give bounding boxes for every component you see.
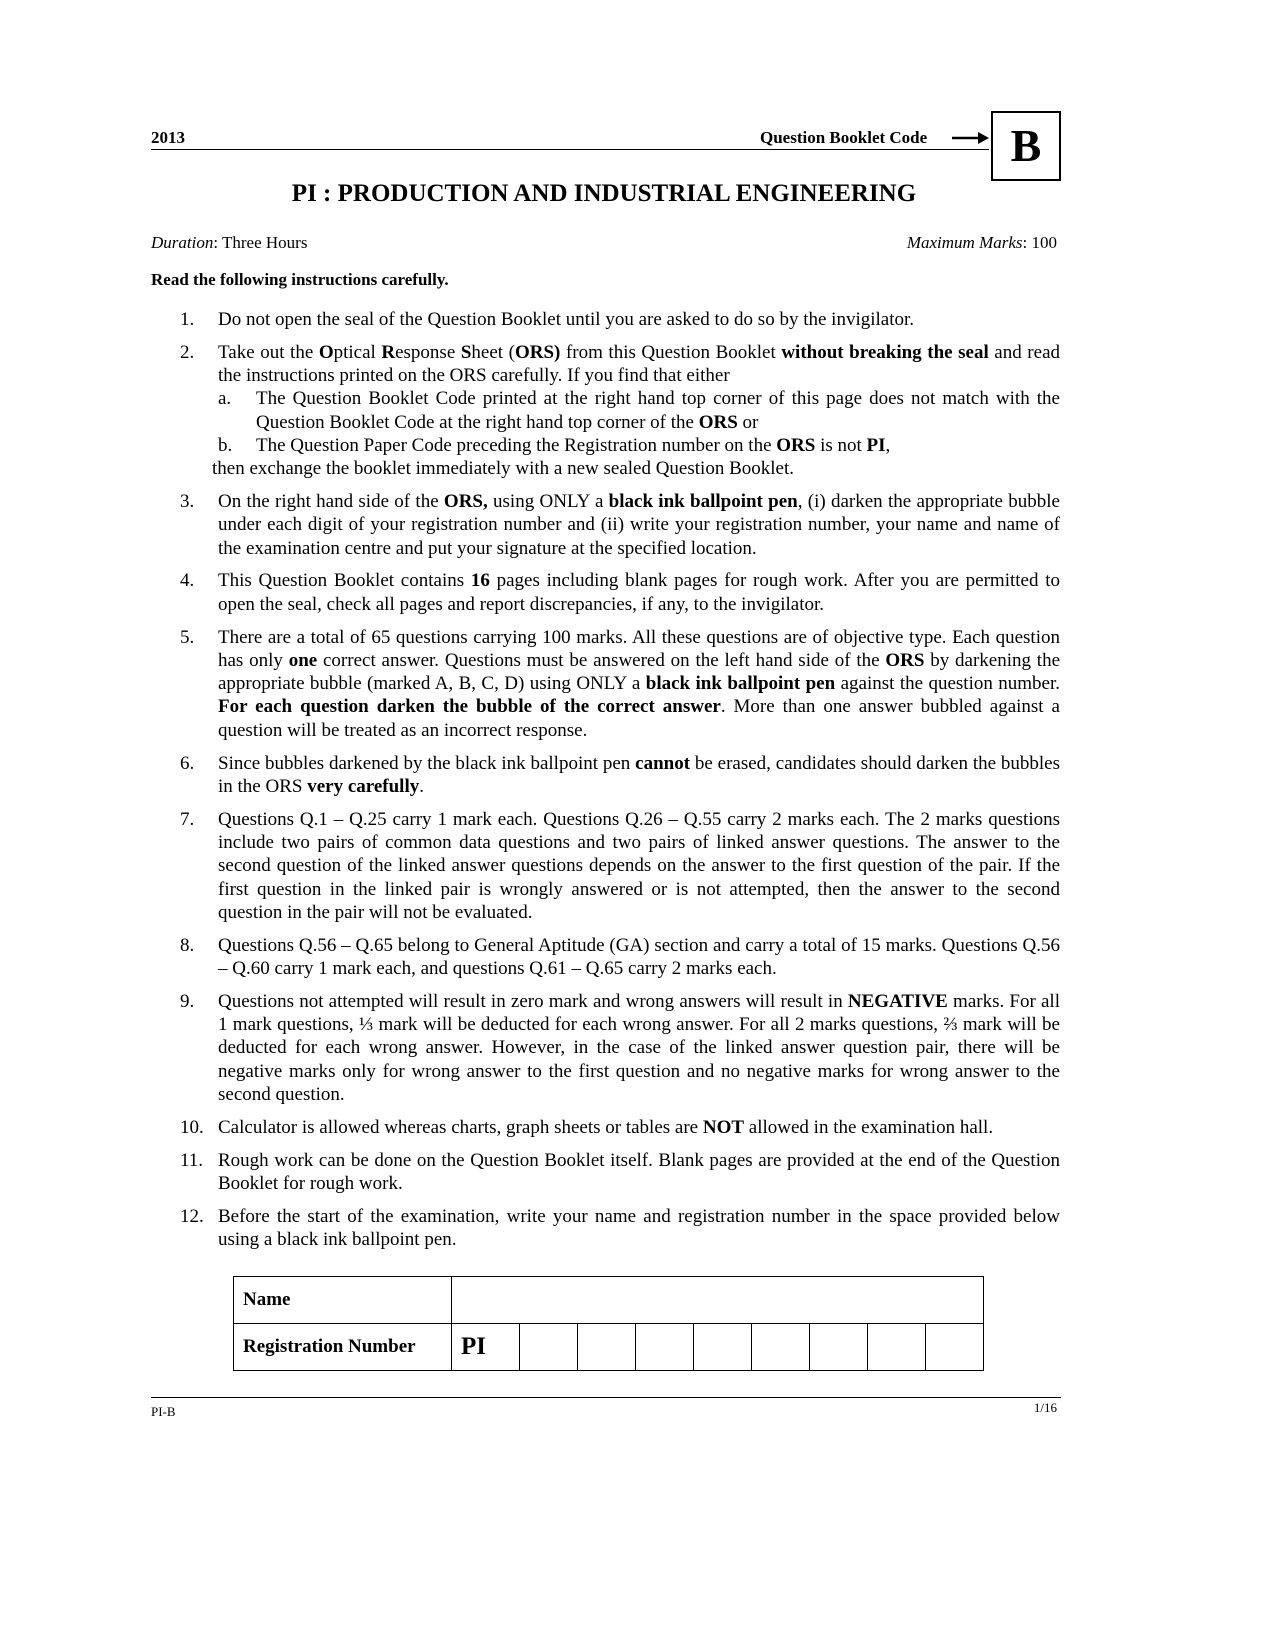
item-paragraph — [218, 808, 1060, 924]
item-conclusion: then exchange the booklet immediately with a new sealed Question Booklet. — [212, 458, 794, 480]
item-text — [218, 1116, 1060, 1139]
text-run: correct answer. Questions must be answered on the left hand side of the — [317, 649, 886, 671]
text-run: This Question Booklet contains — [218, 570, 471, 592]
item-text — [218, 990, 1060, 1106]
item-paragraph — [218, 1149, 1060, 1196]
item-number: 1. — [180, 309, 195, 330]
registration-label: Registration Number — [234, 1324, 452, 1371]
registration-digit-box[interactable] — [578, 1324, 636, 1371]
item-number: 9. — [180, 990, 195, 1012]
text-run: and read the instructions printed on the ORS carefully. If you find that either — [218, 341, 1060, 387]
booklet-code-label: Question Booklet Code — [760, 128, 928, 147]
bold-text: NOT — [702, 1116, 745, 1138]
item-number: 6. — [180, 752, 195, 774]
name-label: Name — [234, 1277, 452, 1324]
name-row — [234, 1277, 984, 1324]
text-run: is not — [815, 434, 867, 456]
text-run: Questions Q.1 – Q.25 carry 1 mark each. Questions Q.26 – Q.55 carry 2 marks each. The 2 marks questions include two pairs of common data questions and two pairs of linked answer questions. The answer to the second question of the linked answer questions depends on the answer to the first question of the pair. If the first question in the linked pair is wrongly answered or is not attempted, then the answer to the second question in the pair will not be evaluated. — [218, 808, 1060, 923]
text-run: On the right hand side of the — [218, 491, 444, 513]
text-run: ptical — [333, 341, 382, 363]
item-number: 4. — [180, 570, 195, 592]
item-number: 11. — [180, 1149, 204, 1171]
page-number: 1/16 — [1033, 1400, 1057, 1415]
item-text — [218, 1149, 1060, 1196]
item-text — [218, 1205, 1060, 1252]
registration-digit-box[interactable] — [926, 1324, 984, 1371]
item-number: 10. — [180, 1116, 204, 1138]
registration-digit-box[interactable] — [636, 1324, 694, 1371]
text-run: be erased, candidates should darken the bubbles in the ORS — [218, 752, 1061, 797]
item-number: 8. — [180, 934, 195, 956]
bold-text: For each question darken the bubble of the correct answer — [218, 696, 721, 718]
instruction-item — [180, 934, 1060, 981]
item-text — [212, 341, 1060, 481]
text-run: The Question Booklet Code printed at the right hand top corner of this page does not match with the Question Booklet Code at the right hand top corner of the — [256, 388, 1060, 433]
footer-code: PI-B — [151, 1404, 176, 1419]
item-number: 12. — [180, 1205, 204, 1227]
registration-digit-box[interactable] — [810, 1324, 868, 1371]
bold-text: R — [381, 341, 396, 363]
candidate-details-table — [233, 1276, 984, 1371]
bold-text: ORS) — [514, 341, 561, 363]
bold-text: one — [288, 649, 318, 671]
text-run: Rough work can be done on the Question Booklet itself. Blank pages are provided at the end of the Question Booklet for rough work. — [218, 1149, 1060, 1194]
registration-prefix: PI — [452, 1324, 520, 1371]
item-number: 5. — [180, 626, 195, 648]
text-run: Take out the — [218, 341, 319, 363]
maximum-marks — [907, 233, 1057, 253]
item-text — [218, 490, 1060, 560]
exam-year: 2013 — [151, 128, 185, 147]
text-run: heet ( — [471, 341, 515, 363]
text-run: Calculator is allowed whereas charts, graph sheets or tables are — [218, 1116, 703, 1138]
sub-item-letter: b. — [218, 434, 233, 456]
registration-digit-box[interactable] — [520, 1324, 578, 1371]
item-text — [218, 308, 1060, 331]
bold-text: black ink ballpoint pen — [645, 673, 836, 695]
instruction-item — [180, 808, 1060, 924]
item-text — [218, 934, 1060, 981]
instruction-item — [180, 490, 1060, 560]
item-number: 2. — [180, 341, 195, 363]
header-rule — [151, 149, 989, 150]
duration-label: Duration — [151, 233, 214, 252]
bold-text: very carefully — [307, 775, 420, 797]
text-run: or — [737, 411, 759, 433]
text-run: Before the start of the examination, write your name and registration number in the space provided below using a black ink ballpoint pen. — [218, 1205, 1060, 1250]
text-run: by darkening the appropriate bubble (marked A, B, C, D) using ONLY a — [218, 649, 1060, 695]
bold-text: PI — [866, 434, 886, 456]
paper-title: PI : PRODUCTION AND INDUSTRIAL ENGINEERING — [291, 180, 917, 207]
registration-row — [234, 1324, 984, 1371]
item-text — [218, 569, 1060, 616]
text-run: allowed in the examination hall. — [744, 1116, 994, 1138]
sub-item-letter: a. — [218, 388, 232, 410]
text-run: against the question number. — [835, 673, 1060, 695]
registration-digit-box[interactable] — [752, 1324, 810, 1371]
sub-item-text — [256, 387, 1060, 434]
duration — [151, 233, 307, 253]
item-number: 7. — [180, 808, 195, 830]
bold-text: ORS — [776, 434, 816, 456]
text-run: esponse — [395, 341, 461, 363]
item-number: 3. — [180, 491, 195, 513]
instructions-list — [180, 308, 1060, 1261]
duration-value: : Three Hours — [213, 233, 308, 252]
item-paragraph — [218, 490, 1060, 560]
registration-digit-box[interactable] — [694, 1324, 752, 1371]
text-run: , — [885, 434, 891, 456]
booklet-code-box: B — [991, 111, 1061, 181]
text-run: Questions Q.56 – Q.65 belong to General Aptitude (GA) section and carry a total of 15 marks. Questions Q.56 – Q.60 carry 1 mark each, and questions Q.61 – Q.65 carry 2 marks each. — [218, 934, 1060, 979]
item-paragraph — [218, 934, 1060, 981]
text-run: , (i) darken the appropriate bubble under each digit of your registration number and (ii) write your registration number, your name and name of the examination centre and put your signature at the specified location. — [218, 491, 1060, 559]
bold-text: ORS — [885, 649, 925, 671]
bold-text: black ink ballpoint pen — [608, 491, 798, 513]
footer-rule — [151, 1397, 1061, 1398]
text-run: using ONLY a — [487, 491, 609, 513]
bold-text: without breaking the seal — [781, 341, 989, 363]
item-text — [218, 808, 1060, 924]
item-text — [218, 626, 1060, 742]
item-paragraph — [218, 1116, 1060, 1139]
item-paragraph — [218, 1205, 1060, 1252]
text-run: from this Question Booklet — [560, 341, 782, 363]
text-run: pages including blank pages for rough work. After you are permitted to open the seal, check all pages and report discrepancies, if any, to the invigilator. — [218, 570, 1060, 615]
instruction-item — [180, 990, 1060, 1106]
sub-item-b — [218, 434, 1060, 457]
instruction-item — [180, 308, 1060, 331]
max-marks-value: : 100 — [1022, 233, 1057, 252]
bold-text: ORS — [698, 411, 738, 433]
item-paragraph — [218, 341, 1060, 388]
bold-text: S — [460, 341, 472, 363]
text-run: . — [419, 775, 424, 797]
text-run: There are a total of 65 questions carrying 100 marks. All these questions are of objective type. Each question has only — [218, 626, 1060, 671]
text-run: marks. For all 1 mark questions, ⅓ mark will be deducted for each wrong answer. For all 2 marks questions, ⅔ mark will be deducted for each wrong answer. However, in the case of the linked answer question pair, there will be negative marks only for wrong answer to the first question and no negative marks for wrong answer to the second question. — [218, 990, 1060, 1105]
instruction-item — [180, 752, 1060, 799]
text-run: The Question Paper Code preceding the Registration number on the — [256, 434, 777, 456]
bold-text: O — [318, 341, 334, 363]
item-paragraph — [218, 990, 1060, 1106]
text-run: Questions not attempted will result in zero mark and wrong answers will result in — [218, 990, 848, 1012]
sub-item-a — [218, 387, 1060, 434]
bold-text: ORS, — [443, 491, 488, 513]
text-run: Do not open the seal of the Question Booklet until you are asked to do so by the invigilator. — [218, 309, 915, 330]
max-marks-label: Maximum Marks — [906, 233, 1023, 252]
instruction-item — [180, 1205, 1060, 1252]
instructions-heading: Read the following instructions carefully. — [151, 270, 449, 289]
registration-digit-box[interactable] — [868, 1324, 926, 1371]
name-field[interactable] — [452, 1277, 984, 1324]
instruction-item — [180, 1149, 1060, 1196]
item-paragraph — [218, 626, 1060, 742]
instruction-item — [180, 626, 1060, 742]
item-paragraph — [218, 308, 1060, 331]
sub-item-text — [256, 434, 1060, 457]
item-paragraph — [218, 752, 1060, 799]
instruction-item — [180, 1116, 1060, 1139]
text-run: . More than one answer bubbled against a question will be treated as an incorrect response. — [218, 696, 1060, 741]
bold-text: cannot — [635, 752, 691, 774]
item-text — [218, 752, 1060, 799]
item-paragraph — [218, 569, 1060, 616]
bold-text: 16 — [470, 570, 490, 592]
arrow-right-icon — [950, 129, 990, 147]
text-run: Since bubbles darkened by the black ink ballpoint pen — [218, 752, 636, 774]
instruction-item — [180, 569, 1060, 616]
instruction-item — [180, 341, 1060, 481]
bold-text: NEGATIVE — [847, 990, 948, 1012]
